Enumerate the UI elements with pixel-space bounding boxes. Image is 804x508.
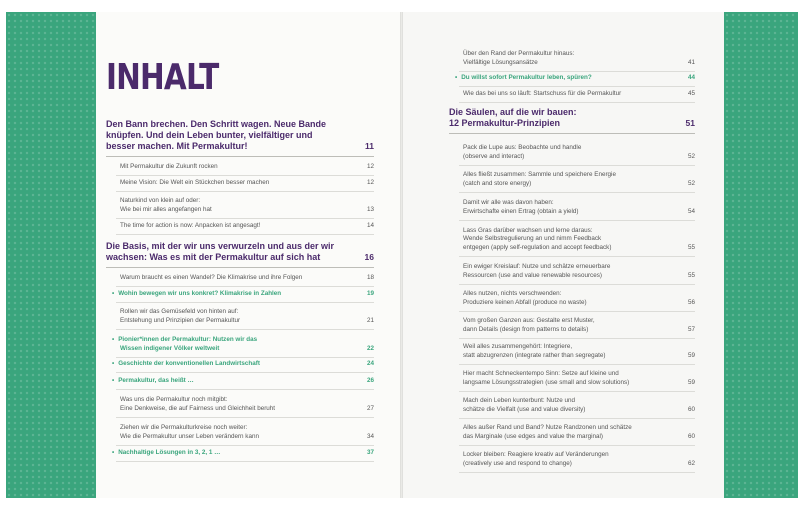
toc-divider — [116, 461, 374, 462]
toc-entry — [463, 227, 695, 253]
toc-entry-page: 14 — [366, 221, 374, 229]
toc-entry-page: 51 — [685, 118, 695, 128]
toc-entry-page: 11 — [365, 141, 374, 151]
toc-entry-page: 12 — [366, 178, 374, 186]
toc-divider — [116, 234, 374, 235]
toc-entry-page: 41 — [687, 58, 695, 66]
toc-entry-page: 34 — [366, 432, 374, 440]
toc-divider — [116, 302, 374, 303]
toc-entry — [463, 263, 695, 280]
toc-entry-page: 18 — [366, 273, 374, 281]
green-left-border — [6, 12, 96, 498]
toc-divider — [116, 372, 374, 373]
toc-entry-title: Rollen wir das Gemüsefeld von hinten auf: Entstehung und Prinzipien der Permakultur — [120, 308, 241, 324]
toc-divider — [116, 445, 374, 446]
toc-entry-title: Pack die Lupe aus: Beobachte und handle (observe and interact) — [463, 144, 582, 160]
toc-entry — [120, 163, 374, 172]
toc-entry-title: Alles fließt zusammen: Sammle und speichere Energie (catch and store energy) — [463, 171, 616, 187]
toc-entry-page: 26 — [366, 376, 374, 384]
toc-entry-title: Naturkind von klein auf oder: Wie bei mir alles angefangen hat — [120, 197, 212, 213]
toc-entry — [463, 50, 695, 67]
toc-entry-page: 19 — [366, 289, 374, 297]
toc-entry-title: • Geschichte der konventionellen Landwirtschaft — [120, 360, 352, 369]
toc-entry — [463, 451, 695, 468]
toc-entry-title: Ein ewiger Kreislauf: Nutze und schätze erneuerbare Ressourcen (use and value renewable resources) — [463, 263, 611, 279]
toc-divider — [459, 284, 695, 285]
toc-divider — [106, 156, 374, 157]
toc-entry — [463, 343, 695, 360]
toc-entry — [120, 290, 374, 299]
toc-entry-page: 13 — [366, 205, 374, 213]
toc-entry-page: 62 — [687, 459, 695, 467]
toc-entry-title: Mit Permakultur die Zukunft rocken — [120, 162, 218, 170]
toc-entry-title: Hier macht Schneckentempo Sinn: Setze auf kleine und langsame Lösungsstrategien (use small and slow solutions) — [463, 370, 630, 386]
toc-entry-title: Vom großen Ganzen aus: Gestalte erst Muster, dann Details (design from patterns to details) — [463, 317, 595, 333]
toc-entry-page: 22 — [366, 344, 374, 352]
toc-divider — [459, 472, 695, 473]
toc-entry-page: 45 — [687, 89, 695, 97]
toc-divider — [459, 192, 695, 193]
toc-section — [449, 107, 695, 129]
toc-entry-title: Den Bann brechen. Den Schritt wagen. Neue Bande knüpfen. Und dein Leben bunter, vielfältiger und besser machen. Mit Permakultur! — [106, 119, 327, 151]
toc-divider — [116, 286, 374, 287]
toc-entry-title: • Wohin bewegen wir uns konkret? Klimakrise in Zahlen — [120, 290, 352, 299]
toc-entry — [120, 197, 374, 214]
toc-entry — [120, 274, 374, 283]
toc-entry-title: Weil alles zusammengehört: Integriere, statt abzugrenzen (integrate rather than segregate) — [463, 343, 606, 359]
toc-entry — [120, 396, 374, 413]
toc-entry — [120, 336, 374, 353]
toc-divider — [449, 133, 695, 134]
toc-entry-title: Über den Rand der Permakultur hinaus: Vielfältige Lösungsansätze — [463, 50, 575, 66]
toc-entry — [463, 171, 695, 188]
toc-divider — [459, 445, 695, 446]
toc-entry-title: • Pionier*innen der Permakultur: Nutzen wir das Wissen indigener Völker weltweit — [120, 336, 352, 353]
toc-entry-title: • Nachhaltige Lösungen in 3, 2, 1 … — [120, 449, 352, 458]
toc-divider — [116, 218, 374, 219]
toc-entry — [463, 317, 695, 334]
toc-entry — [120, 179, 374, 188]
toc-entry — [463, 290, 695, 307]
toc-divider — [459, 338, 695, 339]
toc-divider — [459, 71, 695, 72]
toc-entry-title: Was uns die Permakultur noch mitgibt: Eine Denkweise, die auf Fairness und Gleichheit beruht — [120, 396, 276, 412]
toc-entry-title: Wie das bei uns so läuft: Startschuss für die Permakultur — [463, 89, 622, 97]
toc-entry — [463, 370, 695, 387]
toc-entry-title: Damit wir alle was davon haben: Erwirtschafte einen Ertrag (obtain a yield) — [463, 199, 579, 215]
toc-entry-title: • Du willst sofort Permakultur leben, spüren? — [463, 74, 673, 83]
book-gutter — [400, 12, 403, 498]
toc-divider — [106, 267, 374, 268]
toc-entry — [463, 424, 695, 441]
toc-entry-title: Alles außer Rand und Band? Nutze Randzonen und schätze das Marginale (use edges and value the marginal) — [463, 424, 632, 440]
toc-divider — [116, 329, 374, 330]
toc-entry — [463, 199, 695, 216]
toc-entry-page: 60 — [687, 405, 695, 413]
toc-entry — [120, 308, 374, 325]
toc-entry-page: 55 — [687, 243, 695, 251]
toc-entry-page: 24 — [366, 359, 374, 367]
toc-divider — [459, 418, 695, 419]
toc-entry-page: 57 — [687, 325, 695, 333]
toc-entry-title: • Permakultur, das heißt … — [120, 377, 352, 386]
toc-entry-page: 60 — [687, 432, 695, 440]
toc-entry — [463, 144, 695, 161]
toc-entry — [463, 397, 695, 414]
toc-entry-page: 55 — [687, 271, 695, 279]
toc-entry — [463, 90, 695, 99]
toc-divider — [116, 417, 374, 418]
toc-divider — [459, 364, 695, 365]
toc-entry-title: Warum braucht es einen Wandel? Die Klimakrise und ihre Folgen — [120, 273, 303, 281]
toc-entry — [120, 424, 374, 441]
toc-divider — [459, 311, 695, 312]
toc-entry-title: Alles nutzen, nichts verschwenden: Produziere keinen Abfall (produce no waste) — [463, 290, 587, 306]
toc-entry — [120, 377, 374, 386]
toc-entry-page: 59 — [687, 378, 695, 386]
toc-divider — [459, 220, 695, 221]
toc-entry-page: 37 — [366, 448, 374, 456]
toc-entry — [463, 74, 695, 83]
toc-entry-page: 27 — [366, 404, 374, 412]
toc-entry — [120, 449, 374, 458]
toc-divider — [116, 175, 374, 176]
toc-entry-page: 59 — [687, 351, 695, 359]
toc-divider — [459, 391, 695, 392]
toc-entry — [120, 360, 374, 369]
toc-entry-page: 16 — [364, 252, 374, 262]
toc-entry-title: Meine Vision: Die Welt ein Stückchen besser machen — [120, 178, 270, 186]
toc-entry-title: Die Säulen, auf die wir bauen: 12 Permakultur-Prinzipien — [449, 107, 577, 128]
toc-entry-page: 54 — [687, 207, 695, 215]
toc-divider — [116, 389, 374, 390]
page-title: INHALT — [106, 57, 219, 98]
toc-divider — [459, 86, 695, 87]
toc-section — [106, 241, 374, 263]
toc-entry — [120, 222, 374, 231]
toc-divider — [459, 256, 695, 257]
toc-entry-page: 12 — [366, 162, 374, 170]
toc-entry-page: 21 — [366, 316, 374, 324]
toc-entry-title: Lass Gras darüber wachsen und lerne daraus: Wende Selbstregulierung an und nimm Feedback entgegen (apply self-regulation and accept feedback) — [463, 226, 612, 251]
toc-entry-page: 52 — [687, 179, 695, 187]
toc-divider — [459, 165, 695, 166]
toc-entry-title: Mach dein Leben kunterbunt: Nutze und schätze die Vielfalt (use and value diversity) — [463, 397, 586, 413]
toc-divider — [116, 357, 374, 358]
toc-divider — [459, 102, 695, 103]
toc-section — [106, 119, 374, 152]
toc-divider — [116, 191, 374, 192]
toc-entry-title: Ziehen wir die Permakulturkreise noch weiter: Wie die Permakultur unser Leben verändern kann — [120, 424, 259, 440]
toc-entry-title: The time for action is now: Anpacken ist angesagt! — [120, 221, 261, 229]
toc-entry-page: 52 — [687, 152, 695, 160]
toc-entry-title: Die Basis, mit der wir uns verwurzeln und aus der wir wachsen: Was es mit der Permakultur auf sich hat — [106, 241, 335, 262]
toc-entry-page: 56 — [687, 298, 695, 306]
green-right-border — [724, 12, 798, 498]
toc-entry-page: 44 — [687, 73, 695, 81]
toc-entry-title: Locker bleiben: Reagiere kreativ auf Veränderungen (creatively use and respond to change) — [463, 451, 609, 467]
